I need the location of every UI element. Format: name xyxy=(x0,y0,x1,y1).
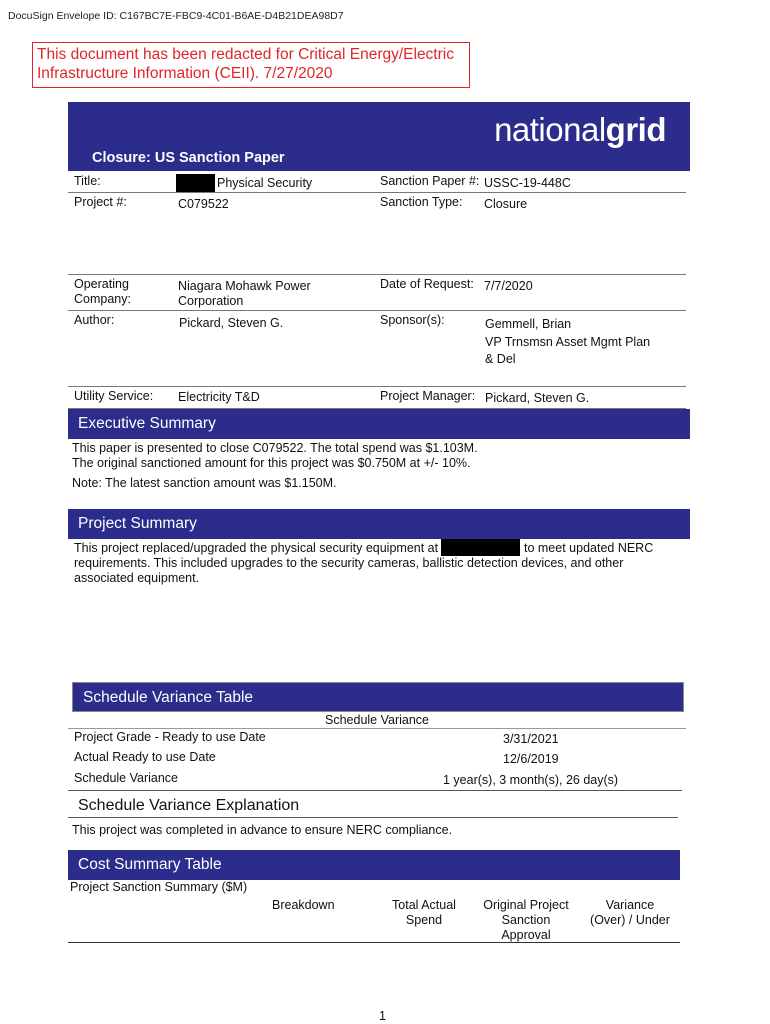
operating-value-line-2: Corporation xyxy=(178,294,244,308)
project-summary-heading: Project Summary xyxy=(68,509,690,539)
date-of-request-label: Date of Request: xyxy=(380,277,474,291)
cost-col-orig-line-1: Original Project xyxy=(483,898,569,912)
cost-col-orig-line-3: Approval xyxy=(501,928,551,942)
cost-col-variance xyxy=(584,898,676,928)
page-number: 1 xyxy=(379,1009,386,1023)
project-grade-date-value: 3/31/2021 xyxy=(503,732,559,746)
sponsor-title-line-2: & Del xyxy=(485,352,516,366)
logo-text-light: national xyxy=(494,111,606,148)
project-manager-value: Pickard, Steven G. xyxy=(485,391,590,405)
project-summary-line-2: requirements. This included upgrades to the security cameras, ballistic detection devices, and other xyxy=(74,556,624,570)
utility-service-value: Electricity T&D xyxy=(178,390,260,404)
cost-table-header-rule xyxy=(68,942,680,943)
info-divider xyxy=(68,274,686,275)
logo-text-bold: grid xyxy=(605,111,666,148)
cost-col-total-line-1: Total Actual xyxy=(392,898,456,912)
cost-col-total-line-2: Spend xyxy=(405,913,443,927)
project-summary-line-1a: This project replaced/upgraded the physical security equipment at xyxy=(74,541,439,555)
sponsor-name: Gemmell, Brian xyxy=(485,317,572,331)
operating-company-value xyxy=(178,279,311,309)
cost-col-breakdown: Breakdown xyxy=(272,898,335,912)
executive-summary-line-1: This paper is presented to close C079522. The total spend was $1.103M. xyxy=(72,441,478,455)
title-label: Title: xyxy=(74,174,101,188)
document-title: Closure: US Sanction Paper xyxy=(92,150,285,166)
info-divider xyxy=(68,310,686,311)
redaction-box xyxy=(176,174,215,192)
executive-summary-note: Note: The latest sanction amount was $1.150M. xyxy=(72,476,337,490)
actual-ready-date-label: Actual Ready to use Date xyxy=(74,750,216,764)
project-summary-line-3: associated equipment. xyxy=(74,571,200,585)
author-value: Pickard, Steven G. xyxy=(179,316,284,330)
project-number-value: C079522 xyxy=(178,197,229,211)
sanction-paper-value: USSC-19-448C xyxy=(484,176,571,190)
cost-col-var-line-1: Variance xyxy=(605,898,655,912)
operating-label-line-1: Operating xyxy=(74,277,129,291)
schedule-explanation-text: This project was completed in advance to ensure NERC compliance. xyxy=(72,823,453,837)
project-manager-label: Project Manager: xyxy=(380,389,476,403)
cost-col-total-actual-spend xyxy=(385,898,463,928)
info-divider xyxy=(68,386,686,387)
operating-value-line-1: Niagara Mohawk Power xyxy=(178,279,311,293)
operating-label-line-2: Company: xyxy=(74,292,131,306)
project-sanction-summary-label: Project Sanction Summary ($M) xyxy=(70,880,248,894)
author-label: Author: xyxy=(74,313,115,327)
schedule-variance-label: Schedule Variance xyxy=(74,771,179,785)
cost-col-original-approval xyxy=(478,898,574,943)
docusign-envelope-id: DocuSign Envelope ID: C167BC7E-FBC9-4C01-B6AE-D4B21DEA98D7 xyxy=(8,10,344,22)
redaction-notice-line-1: This document has been redacted for Critical Energy/Electric xyxy=(37,46,454,63)
sponsor-title-line-1: VP Trnsmsn Asset Mgmt Plan xyxy=(485,335,651,349)
utility-service-label: Utility Service: xyxy=(74,389,154,403)
redaction-notice-line-2: Infrastructure Information (CEII). 7/27/2020 xyxy=(37,65,333,82)
schedule-explanation-heading: Schedule Variance Explanation xyxy=(78,797,300,814)
info-divider xyxy=(68,192,686,193)
schedule-table-bottom-rule xyxy=(68,790,682,791)
cost-col-var-line-2: (Over) / Under xyxy=(590,913,670,927)
project-number-label: Project #: xyxy=(74,195,127,209)
schedule-table-divider xyxy=(68,728,686,729)
actual-ready-date-value: 12/6/2019 xyxy=(503,752,559,766)
sponsor-value xyxy=(485,316,650,368)
executive-summary-text xyxy=(72,441,478,471)
schedule-explanation-rule xyxy=(68,817,678,818)
sanction-type-value: Closure xyxy=(484,197,528,211)
schedule-variance-table-heading: Schedule Variance Table xyxy=(72,682,684,712)
sanction-paper-label: Sanction Paper #: xyxy=(380,174,480,188)
header-banner xyxy=(68,102,690,171)
cost-summary-table-heading: Cost Summary Table xyxy=(68,850,680,880)
title-value: Physical Security xyxy=(217,176,313,190)
date-of-request-value: 7/7/2020 xyxy=(484,279,533,293)
redaction-box xyxy=(441,539,520,556)
executive-summary-heading: Executive Summary xyxy=(68,409,690,439)
project-grade-date-label: Project Grade - Ready to use Date xyxy=(74,730,266,744)
schedule-variance-value: 1 year(s), 3 month(s), 26 day(s) xyxy=(443,773,619,787)
cost-col-orig-line-2: Sanction xyxy=(501,913,551,927)
operating-company-label xyxy=(74,277,131,307)
schedule-variance-column-header: Schedule Variance xyxy=(325,713,430,727)
national-grid-logo xyxy=(494,111,666,149)
ceii-redaction-notice xyxy=(32,42,470,88)
sponsor-label: Sponsor(s): xyxy=(380,313,445,327)
executive-summary-line-2: The original sanctioned amount for this project was $0.750M at +/- 10%. xyxy=(72,456,471,470)
sanction-type-label: Sanction Type: xyxy=(380,195,463,209)
project-summary-line-1b: to meet updated NERC xyxy=(524,541,654,555)
